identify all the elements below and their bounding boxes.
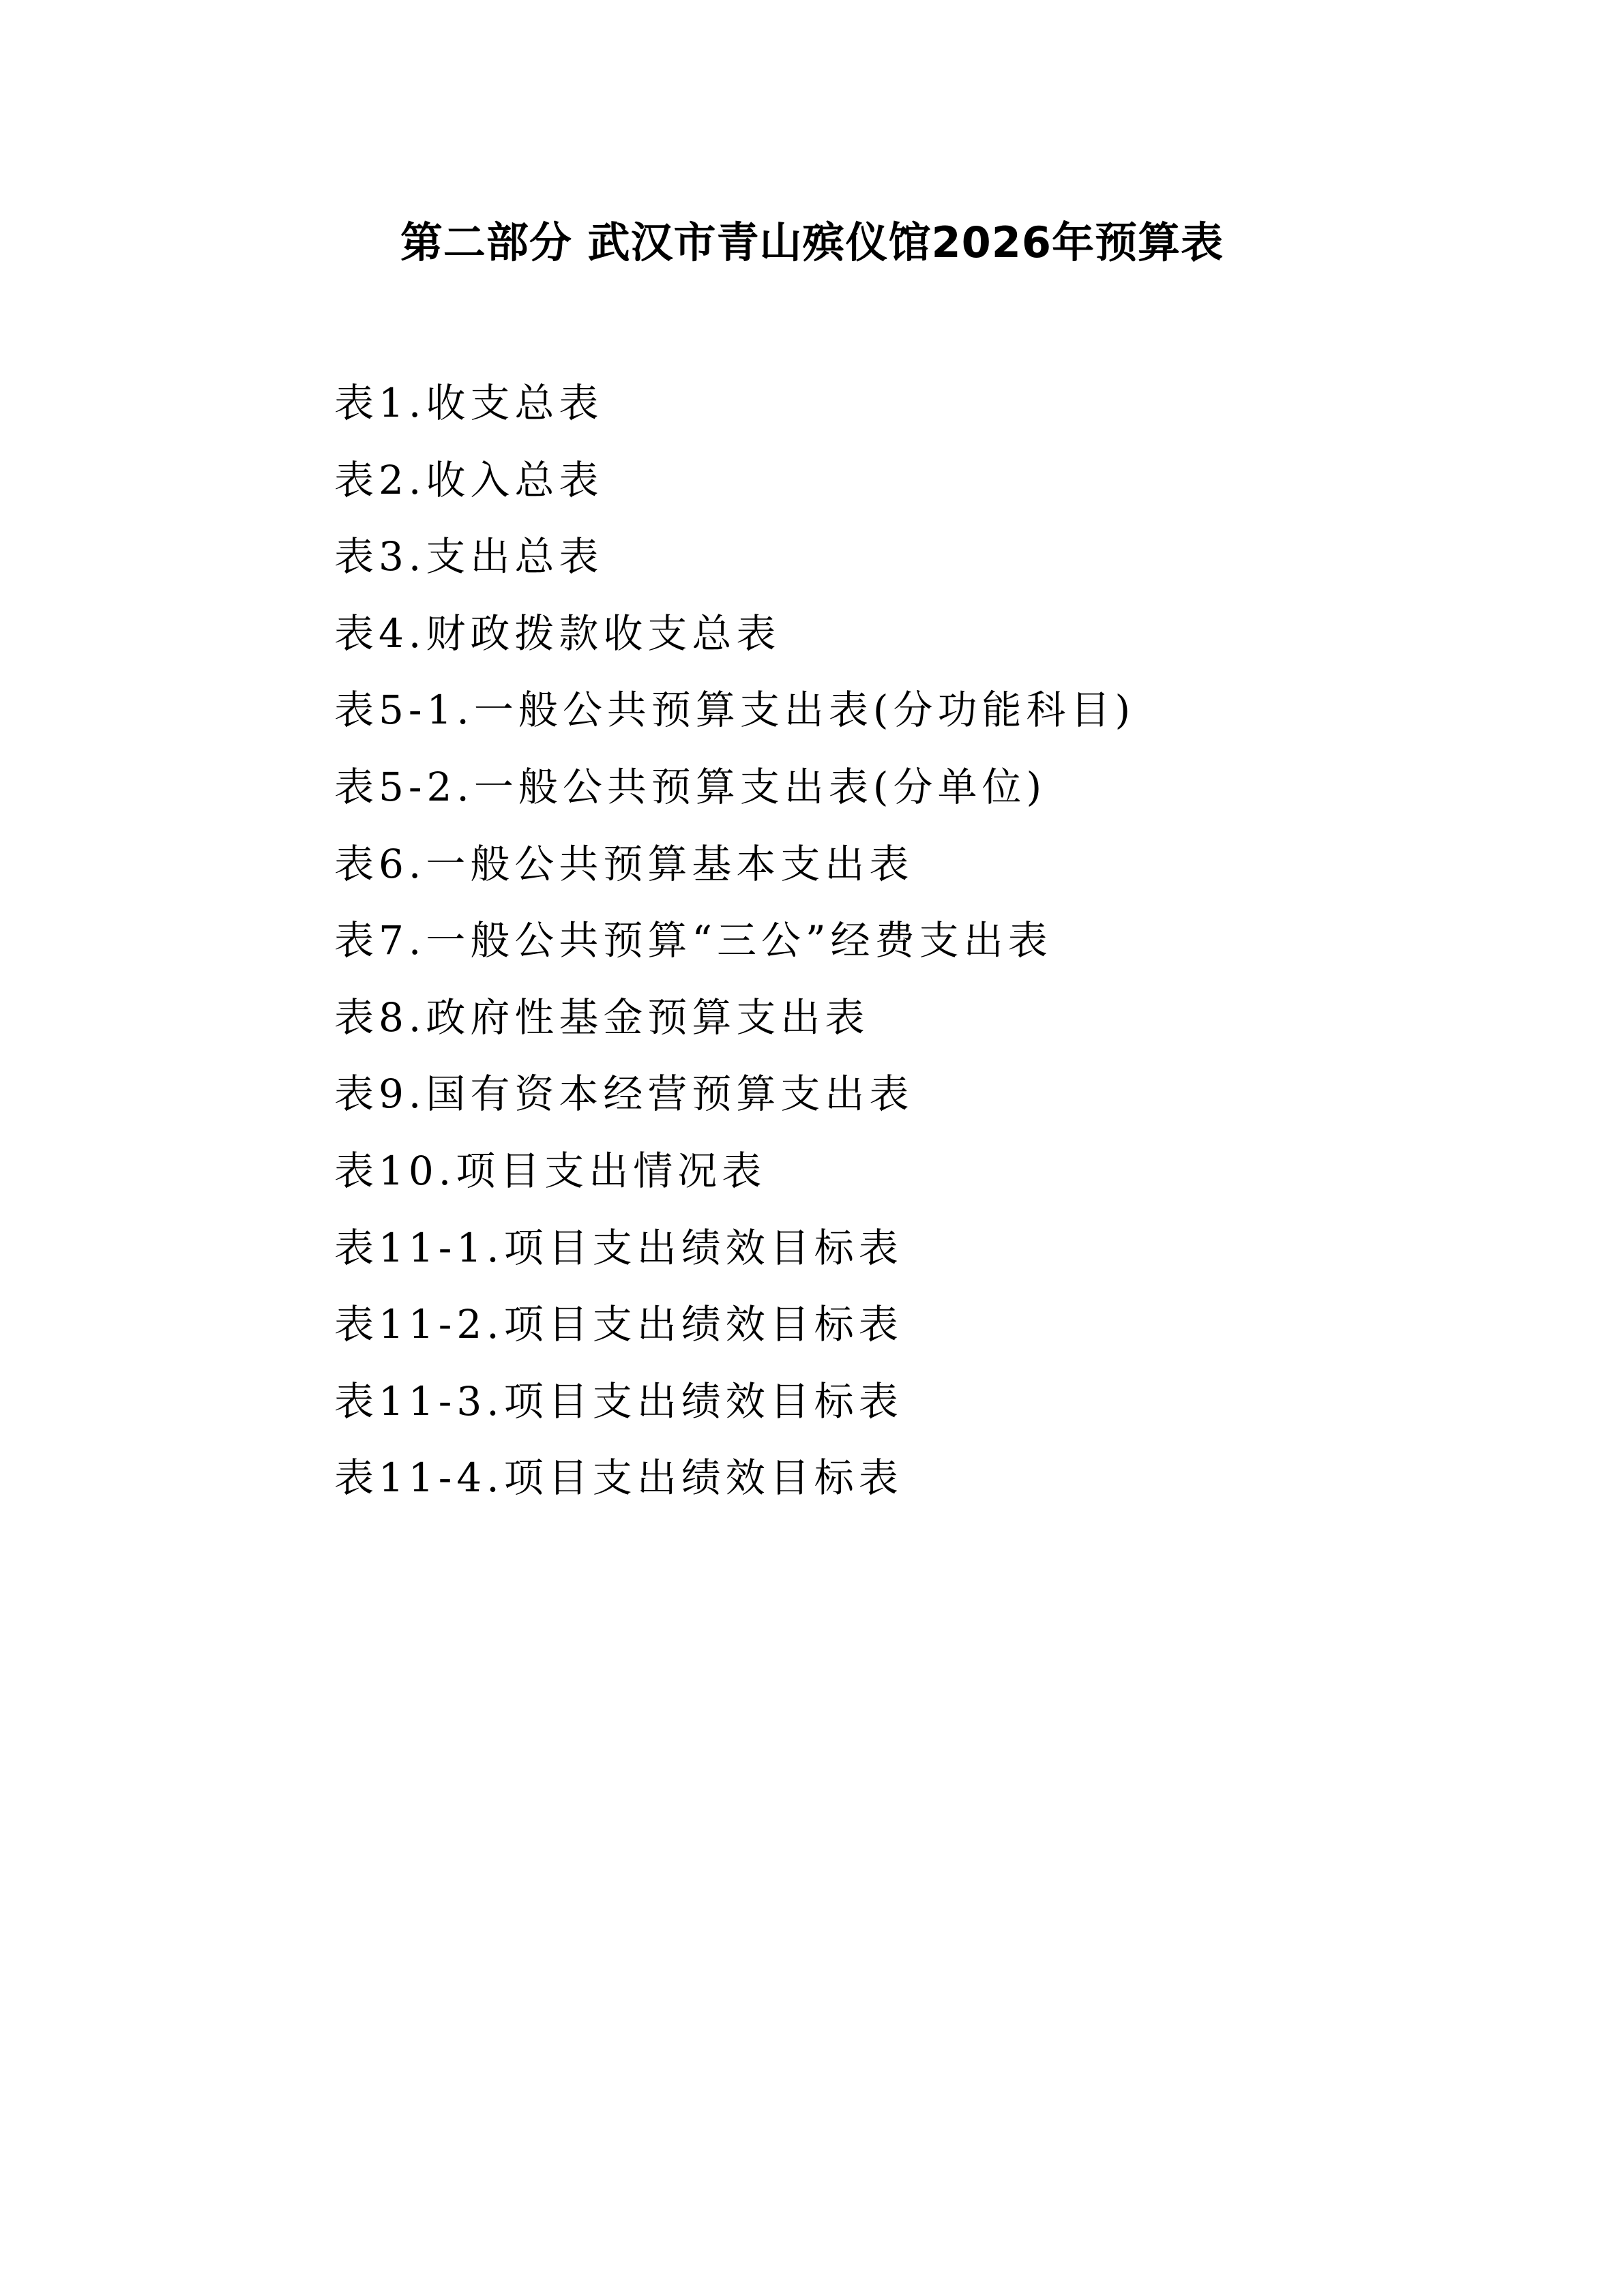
toc-item-table-8: 表8.政府性基金预算支出表 <box>334 994 870 1041</box>
toc-item-table-6: 表6.一般公共预算基本支出表 <box>334 840 914 887</box>
toc-item-table-1: 表1.收支总表 <box>334 380 604 426</box>
toc-item-table-10: 表10.项目支出情况表 <box>334 1147 767 1194</box>
toc-item-table-11-1: 表11-1.项目支出绩效目标表 <box>334 1224 903 1271</box>
table-of-contents <box>334 365 1135 1517</box>
toc-item-table-3: 表3.支出总表 <box>334 533 604 580</box>
toc-item-table-7: 表7.一般公共预算“三公”经费支出表 <box>334 917 1052 964</box>
toc-item-table-5-2: 表5-2.一般公共预算支出表(分单位) <box>334 763 1047 810</box>
toc-item-table-2: 表2.收入总表 <box>334 456 604 503</box>
page-title: 第二部分 武汉市青山殡仪馆2026年预算表 <box>400 218 1224 267</box>
toc-item-table-9: 表9.国有资本经营预算支出表 <box>334 1071 914 1118</box>
toc-item-table-11-3: 表11-3.项目支出绩效目标表 <box>334 1377 903 1425</box>
toc-item-table-4: 表4.财政拨款收支总表 <box>334 610 781 657</box>
toc-item-table-11-2: 表11-2.项目支出绩效目标表 <box>334 1301 903 1348</box>
toc-item-table-5-1: 表5-1.一般公共预算支出表(分功能科目) <box>334 687 1136 734</box>
toc-item-table-11-4: 表11-4.项目支出绩效目标表 <box>334 1455 903 1502</box>
